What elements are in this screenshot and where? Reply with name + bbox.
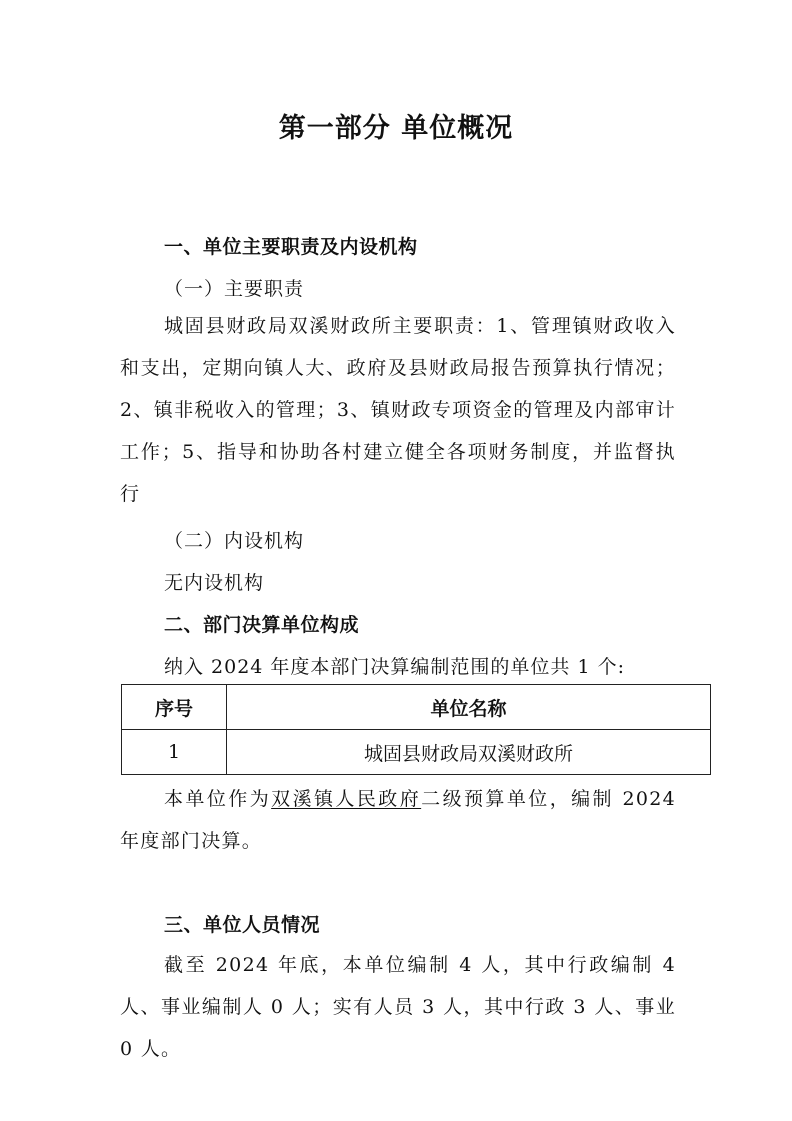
table-header-row <box>122 685 711 730</box>
section1-heading: 一、单位主要职责及内设机构 <box>164 236 418 258</box>
table-cell-number: 1 <box>122 730 227 775</box>
units-intro-text: 纳入 2024 年度本部门决算编制范围的单位共 1 个: <box>164 656 626 678</box>
section2-heading: 二、部门决算单位构成 <box>164 614 360 636</box>
staffing-paragraph: 截至 2024 年底，本单位编制 4 人，其中行政编制 4 人、事业编制人 0 人；实有人员 3 人，其中行政 3 人、事业 0 人。 <box>120 954 676 1060</box>
column-header-number: 序号 <box>122 685 227 730</box>
section1-sub2-heading: （二）内设机构 <box>164 530 305 552</box>
duties-paragraph: 城固县财政局双溪财政所主要职责：1、管理镇财政收入和支出，定期向镇人大、政府及县财政局报告预算执行情况；2、镇非税收入的管理；3、镇财政专项资金的管理及内部审计工作；5、指导和协助各村建立健全各项财务制度，并监督执行 <box>120 315 676 505</box>
section3-heading: 三、单位人员情况 <box>164 914 321 936</box>
budget-unit-note <box>120 778 676 862</box>
note-suffix: 二级预算单位，编制 2024 年度部门决算。 <box>120 788 676 852</box>
units-table <box>121 684 711 775</box>
table-row <box>122 730 711 775</box>
note-underlined-government: 双溪镇人民政府 <box>271 788 422 810</box>
section1-sub1-heading: （一）主要职责 <box>164 278 305 300</box>
internal-structure-text: 无内设机构 <box>164 572 265 594</box>
table-cell-unit-name: 城固县财政局双溪财政所 <box>227 730 711 775</box>
page-title: 第一部分 单位概况 <box>278 113 514 144</box>
note-prefix: 本单位作为 <box>164 788 272 810</box>
column-header-unit-name: 单位名称 <box>227 685 711 730</box>
